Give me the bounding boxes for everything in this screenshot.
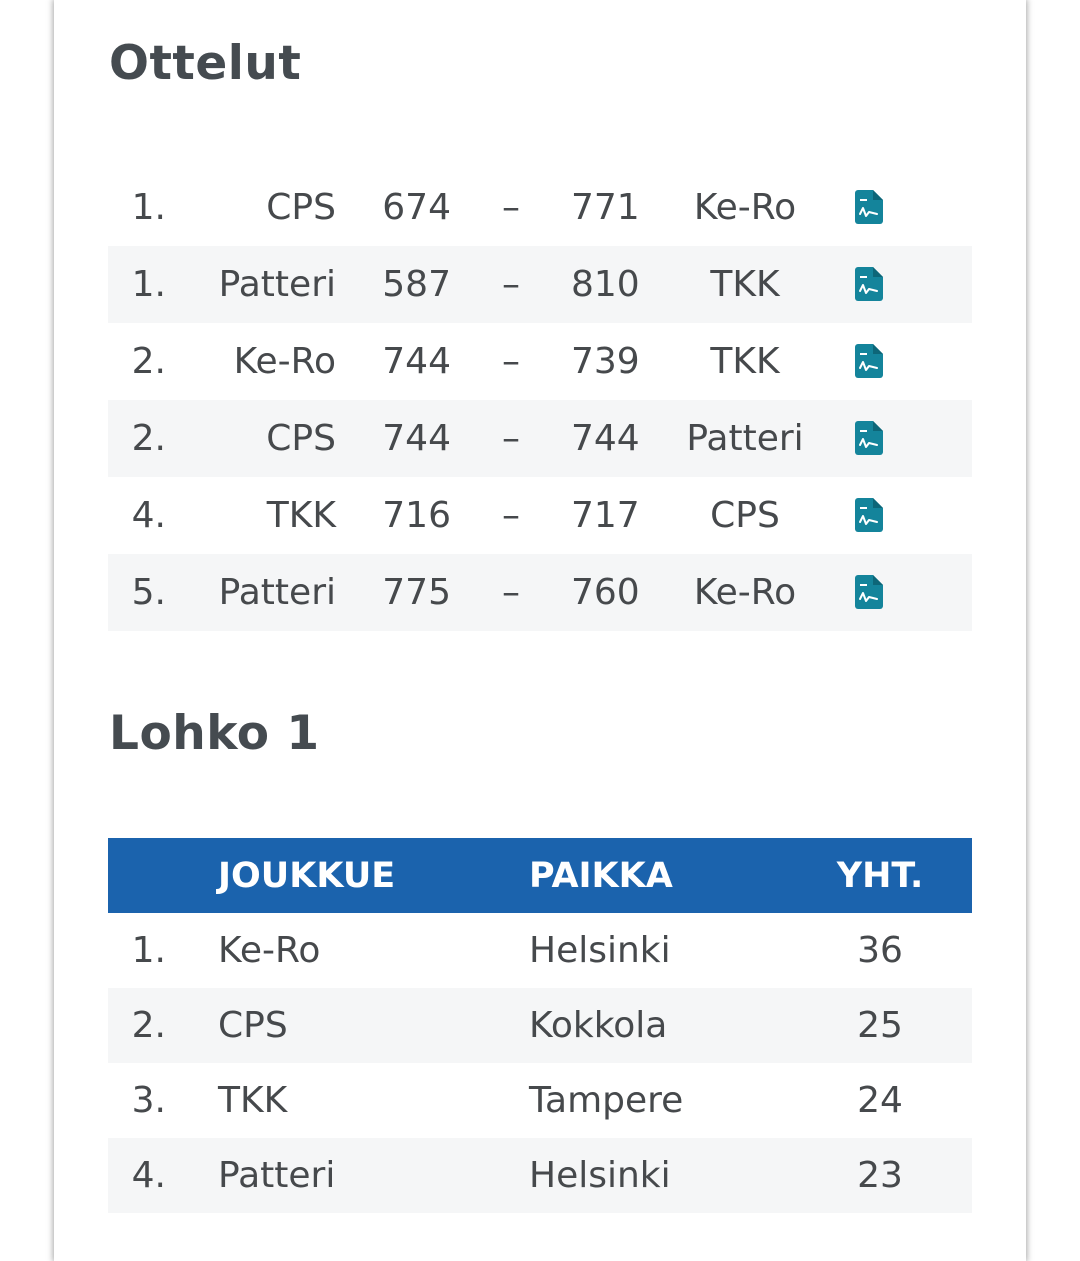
report-document-icon[interactable] xyxy=(855,344,883,378)
match-away-team: Ke-Ro xyxy=(693,187,797,228)
standings-table xyxy=(108,838,972,1213)
standing-rank: 2. xyxy=(131,1005,166,1046)
match-home-score: 587 xyxy=(382,264,451,305)
standing-place: Kokkola xyxy=(529,1005,668,1046)
match-row xyxy=(108,554,972,631)
standing-total: 23 xyxy=(857,1155,903,1196)
match-round: 5. xyxy=(131,572,166,613)
match-away-team: CPS xyxy=(710,495,780,536)
match-home-team: Ke-Ro xyxy=(233,341,336,382)
match-away-score: 760 xyxy=(571,572,640,613)
table-row xyxy=(108,988,972,1063)
standing-team: CPS xyxy=(218,1005,288,1046)
match-row xyxy=(108,323,972,400)
standing-rank: 3. xyxy=(131,1080,166,1121)
table-row xyxy=(108,1138,972,1213)
standing-team: Patteri xyxy=(218,1155,336,1196)
match-away-score: 771 xyxy=(571,187,640,228)
match-home-team: TKK xyxy=(266,495,336,536)
match-away-team: TKK xyxy=(710,341,780,382)
column-header-total[interactable]: YHT. xyxy=(836,856,924,896)
standing-total: 24 xyxy=(857,1080,903,1121)
standing-place: Helsinki xyxy=(529,930,671,971)
match-row xyxy=(108,246,972,323)
match-round: 4. xyxy=(131,495,166,536)
report-document-icon[interactable] xyxy=(855,575,883,609)
column-header-team[interactable]: JOUKKUE xyxy=(218,856,396,896)
match-home-score: 674 xyxy=(382,187,451,228)
standing-rank: 4. xyxy=(131,1155,166,1196)
match-home-score: 744 xyxy=(382,341,451,382)
match-score-separator: – xyxy=(502,495,520,536)
match-score-separator: – xyxy=(502,341,520,382)
match-round: 1. xyxy=(131,187,166,228)
standing-place: Tampere xyxy=(529,1080,684,1121)
standing-team: TKK xyxy=(218,1080,288,1121)
match-home-team: CPS xyxy=(266,418,336,459)
match-home-team: Patteri xyxy=(218,264,336,305)
match-home-score: 775 xyxy=(382,572,451,613)
match-row xyxy=(108,400,972,477)
match-round: 2. xyxy=(131,418,166,459)
match-away-score: 810 xyxy=(571,264,640,305)
standing-team: Ke-Ro xyxy=(218,930,321,971)
match-away-team: Patteri xyxy=(686,418,804,459)
match-row xyxy=(108,169,972,246)
content-card xyxy=(54,0,1026,1261)
match-home-score: 744 xyxy=(382,418,451,459)
report-document-icon[interactable] xyxy=(855,267,883,301)
match-round: 2. xyxy=(131,341,166,382)
table-row xyxy=(108,1063,972,1138)
column-header-place[interactable]: PAIKKA xyxy=(529,856,673,896)
match-away-score: 744 xyxy=(571,418,640,459)
match-round: 1. xyxy=(131,264,166,305)
match-away-score: 717 xyxy=(571,495,640,536)
matches-list xyxy=(108,169,972,631)
match-score-separator: – xyxy=(502,418,520,459)
standings-header xyxy=(108,838,972,913)
match-home-score: 716 xyxy=(382,495,451,536)
report-document-icon[interactable] xyxy=(855,498,883,532)
standing-rank: 1. xyxy=(131,930,166,971)
match-home-team: Patteri xyxy=(218,572,336,613)
group-title: Lohko 1 xyxy=(109,706,320,761)
standing-total: 25 xyxy=(857,1005,903,1046)
match-home-team: CPS xyxy=(266,187,336,228)
match-away-score: 739 xyxy=(571,341,640,382)
report-document-icon[interactable] xyxy=(855,190,883,224)
match-score-separator: – xyxy=(502,572,520,613)
match-score-separator: – xyxy=(502,187,520,228)
standing-place: Helsinki xyxy=(529,1155,671,1196)
match-away-team: TKK xyxy=(710,264,780,305)
match-row xyxy=(108,477,972,554)
matches-title: Ottelut xyxy=(109,36,302,91)
table-row xyxy=(108,913,972,988)
report-document-icon[interactable] xyxy=(855,421,883,455)
match-away-team: Ke-Ro xyxy=(693,572,797,613)
match-score-separator: – xyxy=(502,264,520,305)
standing-total: 36 xyxy=(857,930,903,971)
